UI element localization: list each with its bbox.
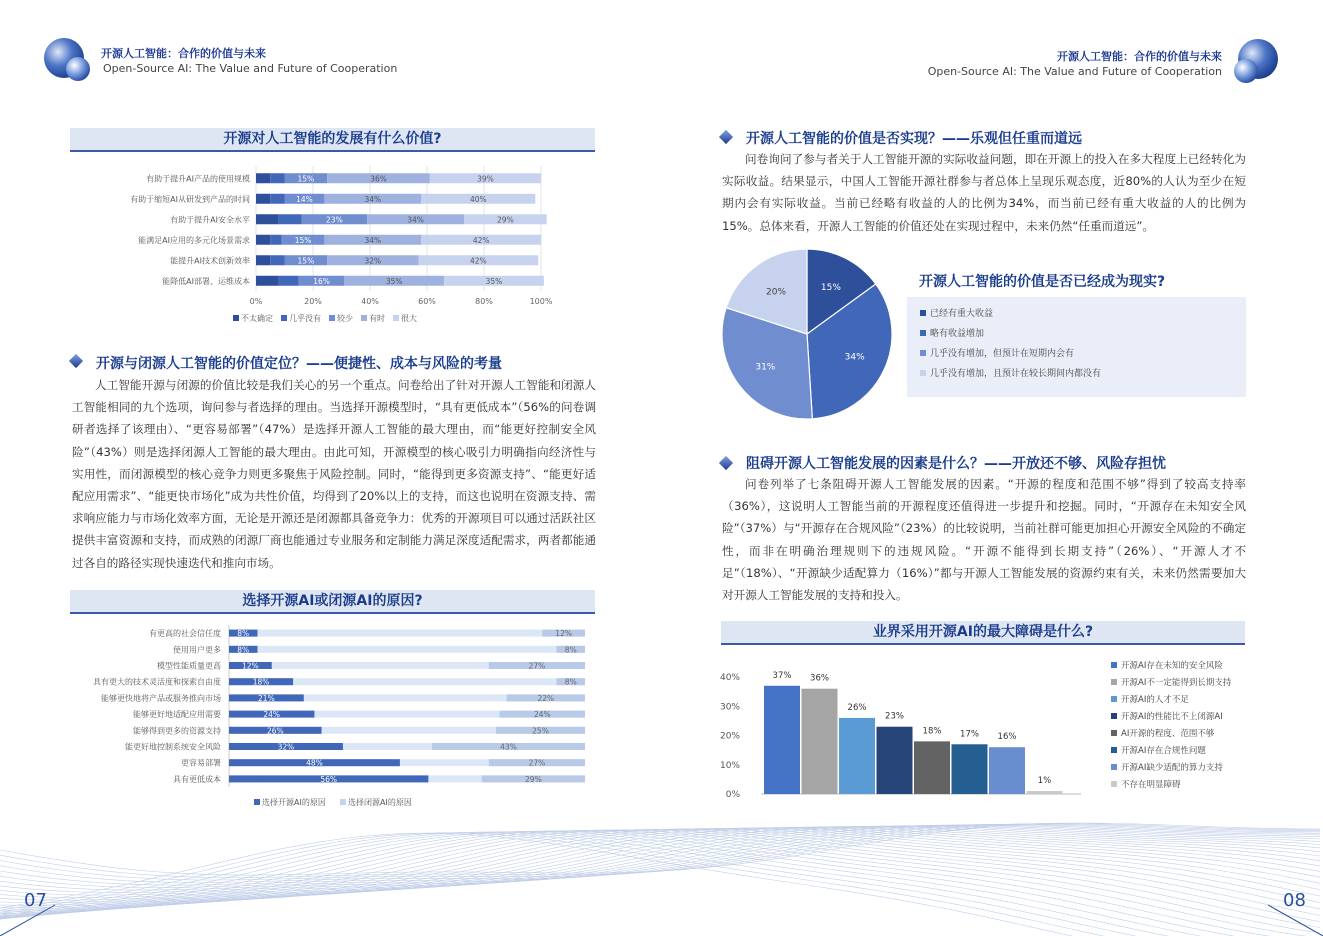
legend-label: 不存在明显障碍 [1121, 780, 1181, 790]
chart-reasons [70, 620, 595, 812]
pie-label: 31% [755, 362, 776, 373]
legend-label: 开源AI的人才不足 [1121, 695, 1189, 705]
legend-swatch [1111, 747, 1117, 753]
data-label: 1% [1037, 776, 1052, 787]
pie-chart-title: 开源人工智能的价值是否已经成为现实? [919, 274, 1166, 290]
category-label: 使用用户更多 [173, 645, 221, 655]
legend-label: 开源AI存在未知的安全风险 [1121, 661, 1223, 671]
data-label-open: 12% [242, 661, 259, 671]
data-label-closed: 25% [532, 726, 549, 736]
right-section2-title: 阻碍开源人工智能发展的因素是什么？——开放还不够、风险存担忧 [746, 456, 1166, 472]
bar [802, 689, 838, 794]
data-label: 37% [772, 670, 792, 681]
legend-swatch [1111, 679, 1117, 685]
bar [989, 747, 1025, 794]
legend-swatch [393, 315, 399, 321]
data-label: 36% [370, 174, 387, 184]
chart-title-barriers: 业界采用开源AI的最大障碍是什么? [721, 621, 1245, 645]
bar [877, 727, 913, 794]
data-label-open: 56% [320, 774, 338, 784]
chart-title-value: 开源对人工智能的发展有什么价值? [70, 128, 595, 152]
data-label-open: 24% [263, 710, 281, 720]
header-subtitle-left: Open-Source AI: The Value and Future of Cooperation [103, 62, 398, 75]
bar [1027, 791, 1063, 794]
data-label: 35% [385, 276, 403, 286]
bar-segment [279, 214, 302, 224]
legend-swatch [233, 315, 239, 321]
legend-swatch [1111, 696, 1117, 702]
data-label: 34% [364, 235, 382, 245]
bar-segment [270, 173, 284, 183]
bar [914, 741, 950, 794]
y-tick-label: 20% [719, 731, 740, 742]
legend-swatch [340, 799, 346, 805]
legend-swatch [920, 330, 926, 336]
legend-label: 开源AI的性能比不上闭源AI [1121, 712, 1223, 722]
category-label: 有助于提升AI安全水平 [170, 215, 250, 225]
data-label-open: 32% [277, 742, 295, 752]
header-title-right: 开源人工智能：合作的价值与未来 [1057, 50, 1222, 63]
bar-track [229, 630, 585, 637]
section-diamond-icon [69, 354, 83, 368]
legend-label: 略有收益增加 [930, 329, 985, 339]
data-label-closed: 27% [528, 758, 546, 768]
legend-label: 几乎没有增加，且预计在较长期间内都没有 [930, 369, 1102, 379]
category-label: 能更好地控制系统安全风险 [125, 742, 221, 752]
legend-label: 不太确定 [241, 314, 273, 323]
x-tick-label: 40% [361, 297, 379, 306]
bar-segment [270, 194, 284, 204]
bar [764, 686, 800, 794]
header-title-left: 开源人工智能：合作的价值与未来 [101, 47, 266, 60]
data-label: 16% [313, 276, 330, 286]
legend-swatch [1111, 713, 1117, 719]
category-label: 能提升AI技术创新效率 [170, 256, 250, 266]
right-section1-paragraph: 问卷询问了参与者关于人工智能开源的实际收益问题，即在开源上的投入在多大程度上已经转化为实际收益。结果显示，中国人工智能开源社群参与者总体上呈现乐观态度，近80%的人认为至少在短期内会有实际收益。当前已经略有收益的人的比例为34%，而当前已经有重大收益的人的比例为15%。总体来看，开源人工智能的价值还处在实现过程中，未来仍然“任重而道远”。 [722, 152, 1246, 233]
section-diamond-icon [719, 456, 733, 470]
y-tick-label: 30% [719, 702, 740, 713]
bar-segment [270, 235, 281, 245]
page-number-right: 08 [1283, 890, 1306, 911]
legend-swatch [920, 310, 926, 316]
category-label: 能够得到更多的资源支持 [133, 726, 221, 736]
legend-swatch [1111, 781, 1117, 787]
legend-label: 选择开源AI的原因 [262, 798, 326, 807]
chart-barriers [716, 652, 1246, 802]
legend-label: 开源AI缺少适配的算力支持 [1121, 763, 1223, 773]
data-label-closed: 29% [525, 774, 542, 784]
x-tick-label: 20% [304, 297, 322, 306]
legend-label: 几乎没有 [289, 314, 321, 323]
bar-track [229, 646, 585, 653]
y-tick-label: 0% [725, 790, 740, 800]
legend-label: 选择闭源AI的原因 [348, 798, 412, 807]
legend-swatch [920, 350, 926, 356]
category-label: 能够更快地将产品或服务推向市场 [101, 693, 221, 703]
data-label: 18% [922, 726, 942, 737]
legend-label: 开源AI不一定能得到长期支持 [1121, 678, 1232, 688]
legend-swatch [920, 370, 926, 376]
bar [952, 744, 988, 794]
category-label: 能降低AI部署、运维成本 [162, 276, 250, 286]
data-label: 15% [297, 256, 315, 266]
category-label: 具有更大的技术灵活度和探索自由度 [93, 677, 221, 687]
x-tick-label: 60% [418, 297, 436, 306]
data-label: 42% [472, 235, 490, 245]
data-label: 26% [847, 702, 867, 713]
data-label-open: 18% [252, 677, 270, 687]
legend-swatch [281, 315, 287, 321]
data-label-closed: 8% [564, 677, 577, 687]
pie-label: 20% [766, 287, 787, 298]
legend-label: 几乎没有增加，但预计在短期内会有 [930, 349, 1075, 359]
data-label-closed: 12% [555, 629, 572, 639]
y-tick-label: 40% [719, 673, 740, 683]
legend-label: 有时 [369, 314, 385, 323]
bar-segment [256, 255, 270, 265]
data-label-open: 8% [237, 645, 250, 655]
bar-segment [256, 235, 270, 245]
logo-circles-right [1228, 36, 1284, 86]
header-subtitle-right: Open-Source AI: The Value and Future of Cooperation [927, 65, 1222, 78]
data-label: 23% [885, 711, 904, 722]
data-label-closed: 27% [528, 661, 546, 671]
x-tick-label: 100% [529, 297, 553, 306]
chart-value [70, 160, 595, 330]
data-label-closed: 43% [500, 742, 517, 752]
data-label: 40% [469, 194, 487, 204]
bar [839, 718, 875, 794]
left-section-paragraph: 人工智能开源与闭源的价值比较是我们关心的另一个重点。问卷给出了针对开源人工智能和闭源人工智能相同的九个选项，询问参与者选择的理由。当选择开源模型时，“具有更低成本”（56%的问卷调研者选择了该理由）、“更容易部署”（47%）是选择开源人工智能的最大理由，而“能更好控制安全风险”（43%）则是选择闭源人工智能的最大理由。由此可知，开源模型的核心吸引力明确指向经济性与实用性，而闭源模型的核心竞争力则更多聚焦于风险控制。同时，“能得到更多资源支持”、“能更好适配应用需求”、“能更快市场化”成为共性价值，均得到了20%以上的支持，而这也说明在资源支持、需求响应能力与市场化效率方面，无论是开源还是闭源都具备竞争力：优秀的开源项目可以通过活跃社区提供丰富资源和支持，而成熟的闭源厂商也能通过专业服务和定制能力满足深度适配需求，两者都能通过各自的路径实现快速迭代和推向市场。 [72, 378, 596, 570]
left-section-title: 开源与闭源人工智能的价值定位？——便捷性、成本与风险的考量 [96, 356, 502, 372]
data-label-closed: 24% [533, 710, 551, 720]
category-label: 具有更低成本 [173, 774, 221, 784]
data-label: 15% [297, 174, 315, 184]
legend-label: AI开源的程度、范围不够 [1121, 729, 1215, 739]
bar-segment [279, 276, 299, 286]
data-label-open: 21% [258, 693, 275, 703]
data-label: 34% [364, 194, 382, 204]
x-tick-label: 0% [249, 297, 263, 306]
x-tick-label: 80% [475, 297, 493, 306]
section-diamond-icon [719, 130, 733, 144]
data-label: 16% [997, 732, 1017, 743]
legend-swatch [1111, 764, 1117, 770]
data-label: 39% [477, 174, 494, 184]
legend-label: 较少 [337, 314, 353, 323]
data-label-closed: 22% [537, 693, 555, 703]
data-label: 17% [960, 729, 979, 740]
data-label: 34% [407, 215, 424, 225]
category-label: 能满足AI应用的多元化场景需求 [138, 235, 250, 245]
legend-swatch [1111, 662, 1117, 668]
chart-title-reasons: 选择开源AI或闭源AI的原因? [70, 590, 595, 614]
right-section2-paragraph: 问卷列举了七条阻碍开源人工智能发展的因素。“开源的程度和范围不够”得到了较高支持率（36%），这说明人工智能当前的开源程度还值得进一步提升和挖掘。同时，“开源存在未知安全风险”（37%）与“开源存在合规风险”（23%）的比较说明，当前社群可能更加担心开源安全风险的不确定性，而非在明确治理规则下的违规风险。“开源不能得到长期支持”（26%）、“开源人才不足”（18%）、“开源缺少适配算力（16%）”都与开源人工智能发展的资源约束有关，未来仍然需要加大对开源人工智能发展的支持和投入。 [722, 477, 1247, 603]
data-label: 42% [469, 256, 487, 266]
data-label-open: 48% [306, 758, 323, 768]
y-tick-label: 10% [719, 760, 740, 771]
legend-swatch [254, 799, 260, 805]
pie-label: 34% [844, 352, 865, 363]
data-label: 29% [497, 215, 514, 225]
bar-segment [270, 255, 284, 265]
legend-label: 已经有重大收益 [930, 309, 994, 319]
legend-swatch [329, 315, 335, 321]
category-label: 有更高的社会信任度 [149, 629, 221, 639]
category-label: 模型性能质量更高 [157, 661, 221, 671]
legend-swatch [1111, 730, 1117, 736]
bar-segment [256, 194, 270, 204]
pie-label: 15% [820, 283, 841, 294]
data-label: 14% [296, 194, 313, 204]
right-section1-title: 开源人工智能的价值是否实现？——乐观但任重而道远 [746, 131, 1082, 147]
logo-circles-left [40, 36, 96, 84]
data-label-closed: 8% [564, 645, 577, 655]
chart-realized [716, 246, 1246, 424]
bar-segment [256, 173, 270, 183]
category-label: 有助于缩短AI从研发到产品的时间 [130, 194, 250, 204]
data-label: 32% [364, 256, 382, 266]
data-label: 35% [485, 276, 503, 286]
data-label-open: 26% [266, 726, 284, 736]
legend-label: 很大 [401, 314, 417, 323]
category-label: 更容易部署 [181, 758, 221, 768]
data-label: 23% [326, 215, 343, 225]
data-label-open: 8% [237, 629, 250, 639]
legend-swatch [361, 315, 367, 321]
category-label: 有助于提升AI产品的使用规模 [146, 174, 250, 184]
data-label: 36% [810, 673, 829, 684]
category-label: 能够更好地适配应用需要 [133, 710, 221, 720]
bar-segment [256, 276, 279, 286]
bar-segment [256, 214, 279, 224]
page-number-left: 07 [24, 890, 47, 911]
legend-label: 开源AI存在合规性问题 [1121, 746, 1206, 756]
data-label: 15% [294, 235, 312, 245]
